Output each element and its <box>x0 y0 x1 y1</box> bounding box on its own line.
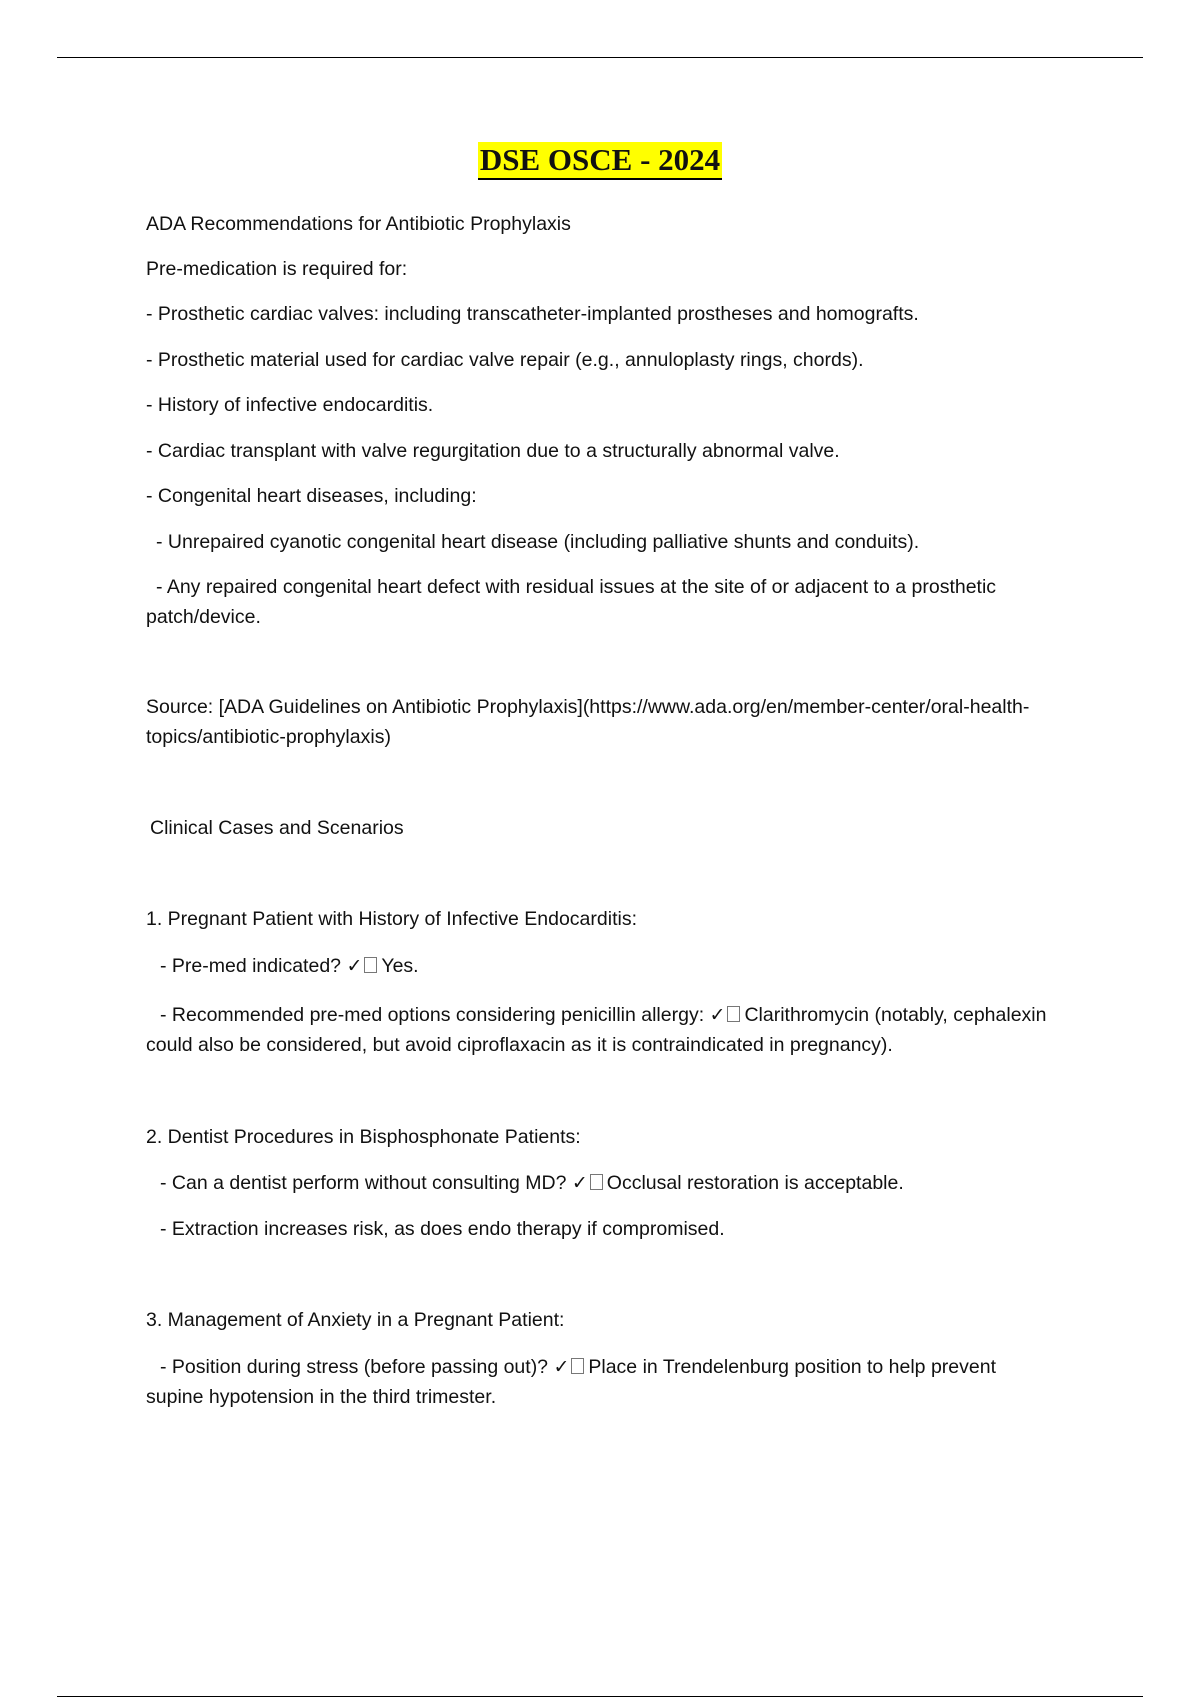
case-3-title: 3. Management of Anxiety in a Pregnant Patient: <box>146 1309 565 1331</box>
case-1-question-2 <box>146 1000 1056 1060</box>
cases-heading: Clinical Cases and Scenarios <box>150 817 404 839</box>
ada-heading: ADA Recommendations for Antibiotic Prophylaxis <box>146 213 571 235</box>
checkbox-icon <box>571 1358 584 1374</box>
source-citation: Source: [ADA Guidelines on Antibiotic Prophylaxis](https://www.ada.org/en/member-center/oral-health-topics/antibiotic-prophylaxis) <box>146 696 1030 748</box>
case-2-title: 2. Dentist Procedures in Bisphosphonate Patients: <box>146 1126 581 1148</box>
check-icon: ✓ <box>709 1004 726 1026</box>
case-3-q1-text: - Position during stress (before passing out)? <box>160 1356 549 1378</box>
check-icon: ✓ <box>346 955 363 977</box>
case-1-title: 1. Pregnant Patient with History of Infective Endocarditis: <box>146 908 637 930</box>
case-2-question-1 <box>146 1168 1080 1198</box>
ada-item-prosthetic-material: - Prosthetic material used for cardiac valve repair (e.g., annuloplasty rings, chords). <box>146 349 864 371</box>
case-1-a2-text: Clarithromycin (notably, cephalexin could also be considered, but avoid ciproflaxacin as it is contraindicated in pregnancy). <box>146 1004 1047 1056</box>
checkbox-icon <box>590 1174 603 1190</box>
ada-intro: Pre-medication is required for: <box>146 258 408 280</box>
ada-item-congenital: - Congenital heart diseases, including: <box>146 485 477 507</box>
checkbox-icon <box>364 957 377 973</box>
case-1-question-1 <box>146 951 1080 981</box>
case-3-a1-text: Place in Trendelenburg position to help prevent supine hypotension in the third trimester. <box>146 1356 996 1408</box>
case-1-a1-text: Yes. <box>381 955 419 977</box>
case-2-note: - Extraction increases risk, as does endo therapy if compromised. <box>160 1218 725 1240</box>
title-block <box>0 142 1200 180</box>
case-3-question-1 <box>146 1352 1056 1412</box>
checkbox-icon <box>727 1006 740 1022</box>
case-2-q1-text: - Can a dentist perform without consulting MD? <box>160 1172 567 1194</box>
case-2-a1-text: Occlusal restoration is acceptable. <box>606 1172 904 1194</box>
top-rule <box>57 57 1143 58</box>
document-title: DSE OSCE - 2024 <box>478 142 722 180</box>
case-1-q2-text: - Recommended pre-med options considering penicillin allergy: <box>160 1004 705 1026</box>
case-1-q1-text: - Pre-med indicated? <box>160 955 342 977</box>
ada-subitem-repaired: - Any repaired congenital heart defect with residual issues at the site of or adjacent to a prosthetic patch/device. <box>146 576 997 628</box>
ada-item-prosthetic-valves: - Prosthetic cardiac valves: including transcatheter-implanted prostheses and homografts. <box>146 303 919 325</box>
check-icon: ✓ <box>571 1172 588 1194</box>
ada-item-endocarditis-history: - History of infective endocarditis. <box>146 394 434 416</box>
check-icon: ✓ <box>553 1356 570 1378</box>
bottom-rule <box>57 1696 1143 1697</box>
ada-item-cardiac-transplant: - Cardiac transplant with valve regurgitation due to a structurally abnormal valve. <box>146 440 840 462</box>
ada-subitem-unrepaired: - Unrepaired cyanotic congenital heart disease (including palliative shunts and conduits). <box>156 531 920 553</box>
